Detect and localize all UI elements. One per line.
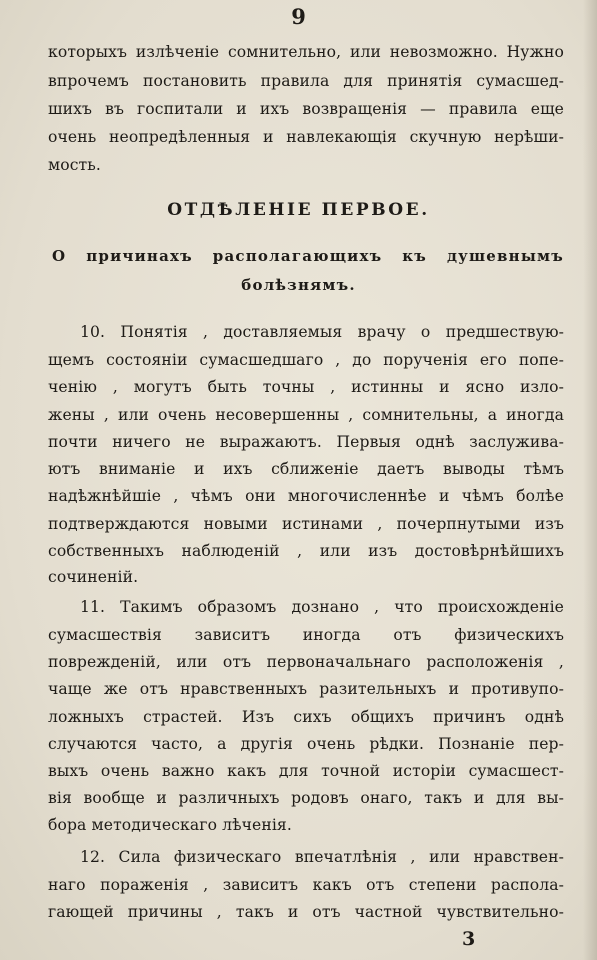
paragraph-12-line: наго пораженія , зависитъ какъ отъ степени распола- bbox=[48, 876, 564, 894]
paragraph-10-line: почти ничего не выражаютъ. Первыя однѣ заслуживa- bbox=[48, 433, 564, 451]
paragraph-10-line: 10. Понятія , доставляемыя врачу о предшествую- bbox=[80, 323, 564, 341]
paragraph-11-line: ложныхъ страстей. Изъ сихъ общихъ причинъ однѣ bbox=[48, 708, 564, 726]
page-number: 9 bbox=[291, 4, 306, 29]
paragraph-10-line: надѣжнѣйшіе , чѣмъ они многочисленнѣе и чѣмъ болѣе bbox=[48, 487, 564, 505]
paragraph-10-line: ютъ вниманіе и ихъ сближеніе даетъ выводы тѣмъ bbox=[48, 460, 564, 478]
paragraph-11-line: поврежденій, или отъ первоначальнаго расположенія , bbox=[48, 653, 564, 671]
paragraph-10-line: ченію , могутъ быть точны , истинны и ясно изло- bbox=[48, 378, 564, 396]
paragraph-11-line: чаще же отъ нравственныхъ разительныхъ и противупо- bbox=[48, 680, 564, 698]
paragraph-11-line: сумасшествія зависитъ иногда отъ физическихъ bbox=[48, 626, 564, 644]
paragraph-10-line: щемъ состояніи сумасшедшаго , до порученія его попе- bbox=[48, 351, 564, 369]
signature-mark: 3 bbox=[462, 928, 476, 950]
intro-line: очень неопредѣленныя и навлекающія скучную нерѣши- bbox=[48, 128, 564, 146]
paragraph-10-line: собственныхъ наблюденій , или изъ достовѣрнѣйшихъ bbox=[48, 542, 564, 560]
intro-line: впрочемъ постановить правила для принятія сумасшед- bbox=[48, 72, 564, 90]
paragraph-11-line: вія вообще и различныхъ родовъ онаго, такъ и для вы- bbox=[48, 789, 564, 807]
page-edge-shadow bbox=[583, 0, 597, 960]
chapter-heading: О причинахъ располагающихъ къ душевнымъ bbox=[52, 247, 564, 265]
paragraph-10-line: сочиненій. bbox=[48, 568, 139, 586]
chapter-heading-continuation: болѣзнямъ. bbox=[241, 276, 356, 294]
paragraph-12-line: 12. Сила физическаго впечатлѣнія , или нравствен- bbox=[80, 848, 564, 866]
paragraph-11-line: случаются часто, а другія очень рѣдки. Познаніе пер- bbox=[48, 735, 564, 753]
paragraph-11-line: 11. Такимъ образомъ дознано , что происхожденіе bbox=[80, 598, 564, 616]
intro-line: мость. bbox=[48, 156, 101, 174]
paragraph-11-line: выхъ очень важно какъ для точной исторіи сумасшест- bbox=[48, 762, 564, 780]
paragraph-11-line: бора методическаго лѣченія. bbox=[48, 816, 292, 834]
intro-line: шихъ въ госпитали и ихъ возвращенія — правила еще bbox=[48, 100, 564, 118]
paragraph-12-line: гающей причины , такъ и отъ частной чувствительно- bbox=[48, 903, 564, 921]
intro-line: которыхъ излѣченіе сомнительно, или невозможно. Нужно bbox=[48, 43, 564, 61]
section-title: ОТДѢЛЕНІЕ ПЕРВОЕ. bbox=[167, 200, 430, 220]
paragraph-10-line: подтверждаются новыми истинами , почерпнутыми изъ bbox=[48, 515, 564, 533]
paragraph-10-line: жены , или очень несовершенны , сомнительны, а иногда bbox=[48, 406, 564, 424]
